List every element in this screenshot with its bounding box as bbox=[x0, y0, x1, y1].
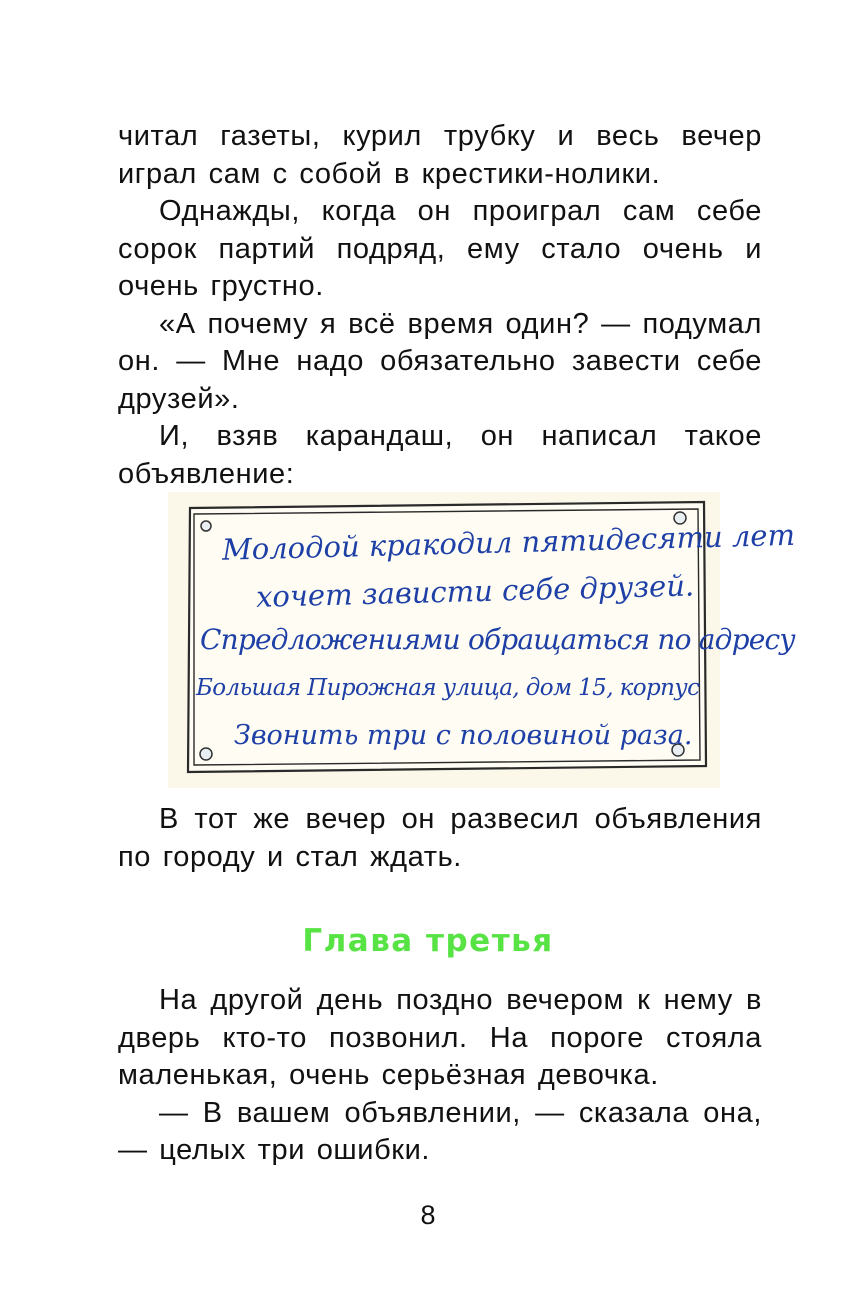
paragraph-3: «А почему я всё время один? — подумал он. — Мне надо обязательно завести себе друзей». bbox=[118, 307, 762, 415]
paragraph-6: — В вашем объявлении, — сказала она, — целых три ошибки. bbox=[118, 1096, 762, 1166]
paragraph-4: И, взяв карандаш, он написал такое объявление: bbox=[118, 420, 762, 490]
text-block-bottom bbox=[118, 982, 762, 1170]
notice-line-4: Большая Пирожная улица, дом 15, корпус bbox=[196, 675, 700, 701]
notice-line-1: Молодой кракодил пятидесяти лет bbox=[221, 517, 796, 567]
paragraph-1: читал газеты, курил трубку и весь вечер играл сам с собой в крестики-нолики. bbox=[118, 120, 762, 190]
notice-line-3: Спредложениями обращаться по адресу bbox=[200, 623, 795, 656]
text-block-middle bbox=[118, 801, 762, 876]
paragraph-2: Однажды, когда он проиграл сам себе сорок партий подряд, ему стало очень и очень грустно. bbox=[118, 195, 762, 302]
page-number: 8 bbox=[420, 1200, 436, 1230]
chapter-title: Глава третья bbox=[302, 923, 554, 959]
notice-line-5: Звонить три с половиной раза. bbox=[234, 720, 693, 751]
paragraph-5: На другой день поздно вечером к нему в дверь кто-то позвонил. На пороге стояла маленькая, очень серьёзная девочка. bbox=[118, 984, 762, 1091]
notice-line-2: хочет зависти себе друзей. bbox=[255, 568, 695, 614]
paragraph-after-notice: В тот же вечер он развесил объявления по городу и стал ждать. bbox=[118, 803, 762, 873]
notice-illustration bbox=[168, 492, 796, 788]
notice-handwriting bbox=[186, 517, 796, 760]
text-block-top bbox=[118, 118, 762, 493]
